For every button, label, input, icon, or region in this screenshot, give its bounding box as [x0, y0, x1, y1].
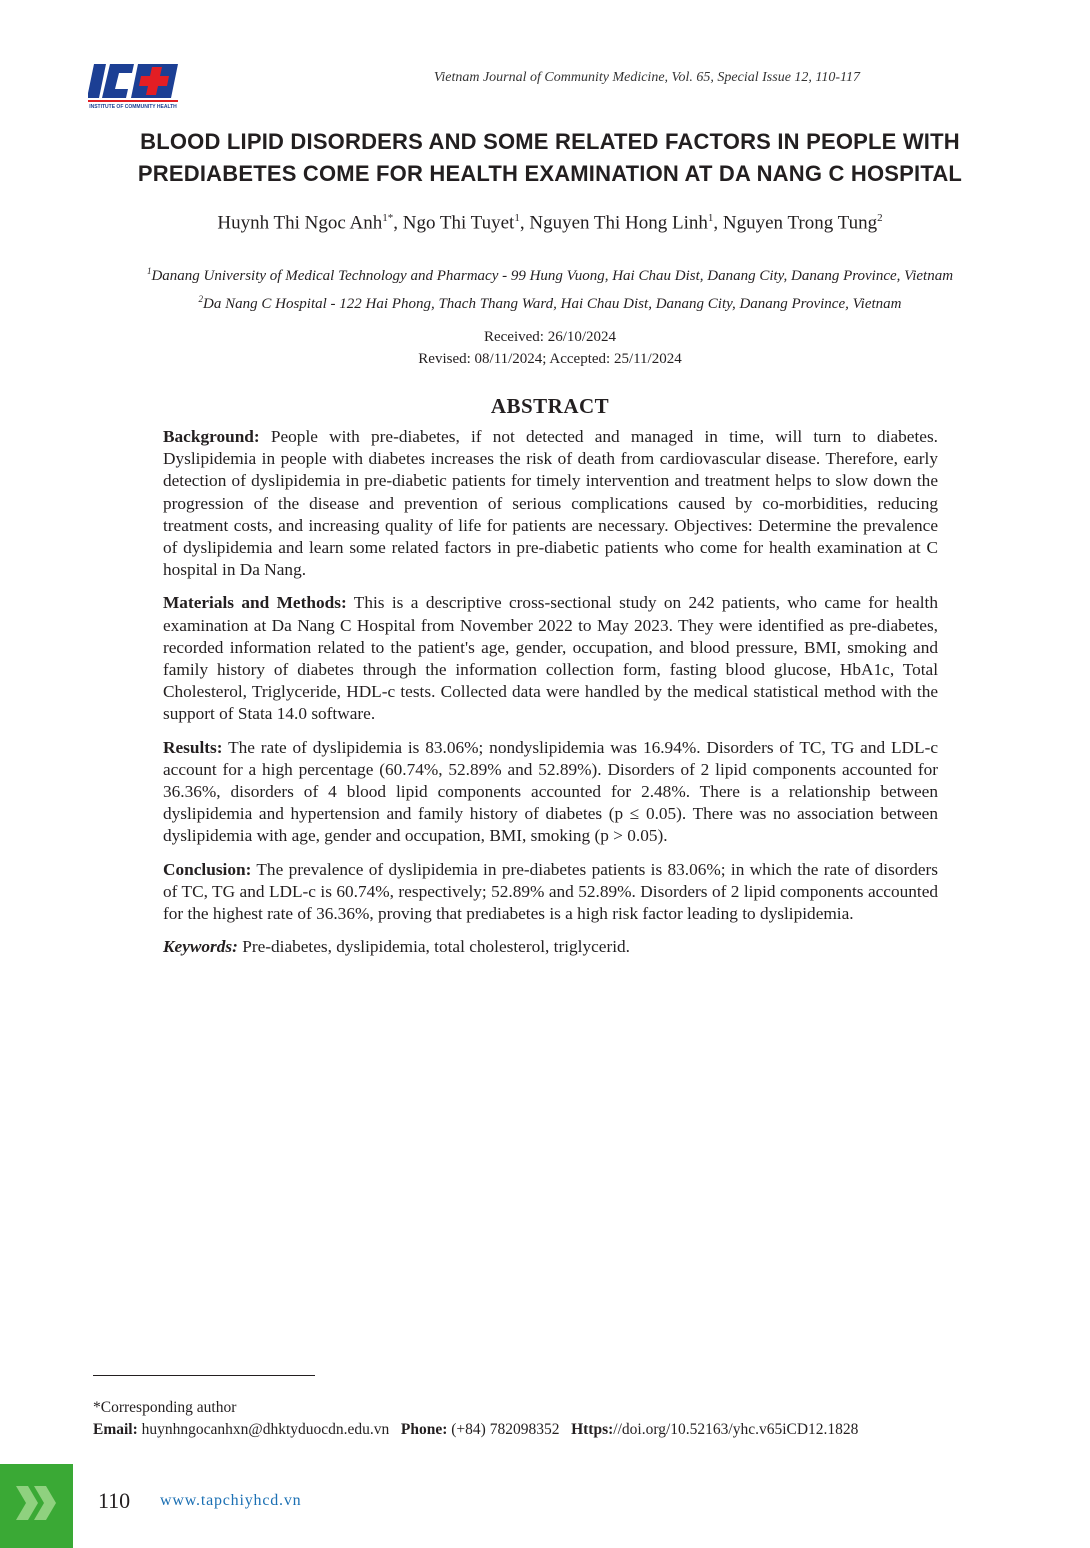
author-list: Huynh Thi Ngoc Anh$^{1*}$, Ngo Thi Tuyet$^1$, Nguyen Thi Hong Linh$^1$, Nguyen Trong Tung$^2$ [217, 212, 883, 234]
section-label: Background: [163, 427, 260, 446]
double-chevron-icon [16, 1486, 60, 1520]
title-line-1: BLOOD LIPID DISORDERS AND SOME RELATED FACTORS IN PEOPLE WITH [140, 129, 960, 154]
contact-line [93, 1419, 1053, 1441]
affiliation-1 [60, 260, 1040, 288]
journal-citation: Vietnam Journal of Community Medicine, Vol. 65, Special Issue 12, 110-117 [433, 70, 860, 85]
email-label: Email: [93, 1421, 138, 1438]
corresponding-author: *Corresponding author [93, 1399, 237, 1416]
abstract-conclusion [163, 859, 938, 926]
abstract-background [163, 426, 938, 581]
phone-label: Phone: [400, 1421, 448, 1438]
footnote [93, 1397, 1053, 1441]
author-affil-mark: 1* [382, 212, 394, 224]
section-text: The prevalence of dyslipidemia in pre-diabetes patients is 83.06%; in which the rate of disorders of TC, TG and LDL-c is 60.74%, respectively; 52.89% and 52.89%. Disorders of 2 lipid components accounted for the highest rate of 36.36%, proving that prediabetes is a high risk factor leading to dyslipidemia. [163, 859, 938, 924]
abstract-methods [163, 592, 938, 725]
affiliation-mark: 2 [198, 294, 204, 304]
affiliation-mark: 1 [146, 266, 152, 276]
affiliations [60, 260, 1040, 316]
section-label: Conclusion: [163, 859, 252, 879]
affiliation-2 [60, 288, 1040, 316]
abstract-results [163, 737, 938, 848]
abstract-body [163, 426, 938, 969]
section-text: The rate of dyslipidemia is 83.06%; nondyslipidemia was 16.94%. Disorders of TC, TG and LDL-c account for a high percentage (60.74%, 52.89% and 52.89%). Disorders of 2 lipid components accounted for 36.36%, disorders of 4 blood lipid components accounted for 2.48%. There is a relationship between dyslipidemia and hypertension and family history of diabetes (p ≤ 0.05). There was no association between dyslipidemia with age, gender and occupation, BMI, smoking (p > 0.05). [163, 737, 938, 846]
title-line-2: PREDIABETES COME FOR HEALTH EXAMINATION AT DA NANG C HOSPITAL [137, 161, 963, 186]
keywords-label: Keywords: [163, 937, 238, 957]
abstract-heading: ABSTRACT [490, 394, 610, 418]
email-link[interactable]: huynhngocanhxn@dhktyduocdn.edu.vn [137, 1421, 390, 1438]
article-dates [300, 326, 800, 370]
author-name: Huynh Thi Ngoc Anh [217, 212, 383, 234]
journal-logo [88, 60, 180, 110]
page-number: 110 [98, 1488, 131, 1513]
section-text: This is a descriptive cross-sectional study on 242 patients, who came for health examination at Da Nang C Hospital from November 2022 to May 2023. They were identified as pre-diabetes, recorded information related to the patient's age, gender, occupation, and blood pressure, BMI, smoking and family history of diabetes through the information collection form, fasting blood glucose, HbA1c, Total Cholesterol, Triglyceride, HDL-c tests. Collected data were handled by the medical statistical method with the support of Stata 14.0 software. [163, 593, 939, 724]
abstract-keywords [163, 936, 938, 958]
affiliation-text: Danang University of Medical Technology and Pharmacy - 99 Hung Vuong, Hai Chau Dist, Danang City, Danang Province, Vietnam [151, 268, 954, 284]
affiliation-text: Da Nang C Hospital - 122 Hai Phong, Thach Thang Ward, Hai Chau Dist, Danang City, Danang Province, Vietnam [203, 296, 902, 312]
author-name: Nguyen Trong Tung [722, 212, 878, 234]
author-affil-mark: 1 [707, 212, 714, 224]
section-label: Materials and Methods: [163, 593, 347, 613]
author-name: Nguyen Thi Hong Linh [529, 212, 708, 234]
author-name: Ngo Thi Tuyet [402, 212, 515, 234]
author-affil-mark: 2 [877, 212, 883, 224]
phone-number: (+84) 782098352 [447, 1421, 560, 1438]
revised-accepted-date: Revised: 08/11/2024; Accepted: 25/11/2024 [418, 351, 682, 367]
section-label: Results: [163, 737, 223, 757]
author-affil-mark: 1 [514, 212, 520, 224]
section-text: People with pre-diabetes, if not detected and managed in time, will turn to diabetes. Dyslipidemia in people with diabetes increases the risk of death from cardiovascular disease. Therefore, early detection of dyslipidemia in pre-diabetic patients for timely intervention and treatment helps to slow down the progression of the disease and prevention of serious complications caused by co-morbidities, reducing treatment costs, and increasing quality of life for patients are necessary. Objectives: Determine the prevalence of dyslipidemia and learn some related factors in pre-diabetic patients who come for health examination at C hospital in Da Nang. [163, 427, 938, 580]
article-title [60, 126, 1040, 190]
website-link[interactable]: www.tapchiyhcd.vn [160, 1492, 302, 1509]
doi-link[interactable]: //doi.org/10.52163/yhc.v65iCD12.1828 [613, 1421, 859, 1438]
doi-label: Https: [571, 1421, 614, 1438]
logo-text: INSTITUTE OF COMMUNITY HEALTH [89, 104, 177, 110]
keywords-text: Pre-diabetes, dyslipidemia, total cholesterol, triglycerid. [237, 937, 630, 957]
received-date: Received: 26/10/2024 [483, 329, 617, 345]
footnote-divider [93, 1375, 315, 1376]
